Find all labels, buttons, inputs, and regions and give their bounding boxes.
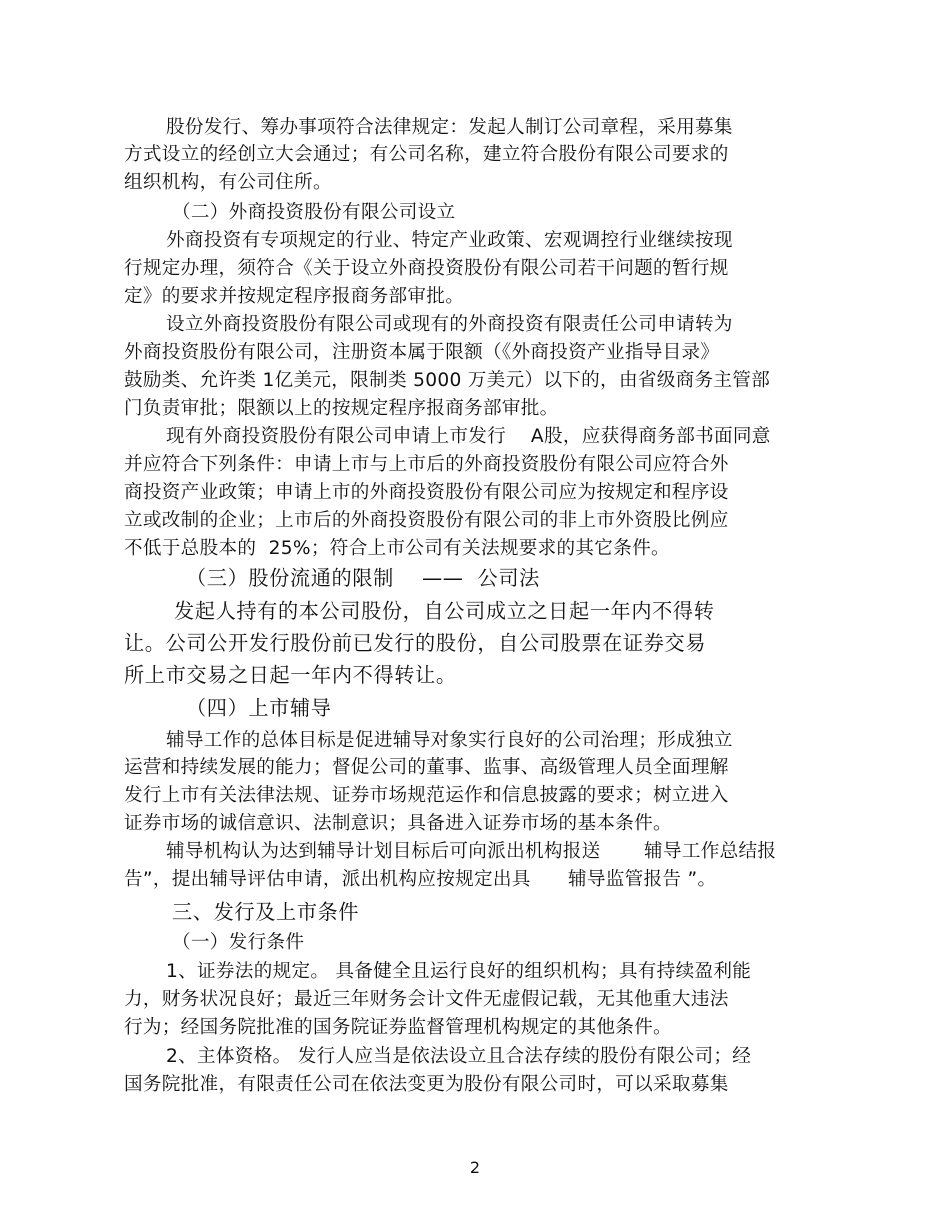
paragraph-line: 2、主体资格。 发行人应当是依法设立且合法存续的股份有限公司；经 bbox=[166, 1046, 752, 1067]
paragraph-line: 方式设立的经创立大会通过；有公司名称，建立符合股份有限公司要求的 bbox=[124, 144, 729, 165]
paragraph-line: 现有外商投资股份有限公司申请上市发行 A股，应获得商务部书面同意 bbox=[166, 426, 771, 447]
paragraph-line: 行规定办理，须符合《关于设立外商投资股份有限公司若干问题的暂行规 bbox=[124, 258, 729, 279]
paragraph-line: 不低于总股本的 25%；符合上市公司有关法规要求的其它条件。 bbox=[124, 538, 670, 559]
section-heading: 三、发行及上市条件 bbox=[172, 900, 360, 924]
section-heading: （三）股份流通的限制 —— 公司法 bbox=[186, 566, 540, 590]
paragraph-line: 发起人持有的本公司股份，自公司成立之日起一年内不得转 bbox=[174, 599, 715, 623]
paragraph-line: 力，财务状况良好；最近三年财务会计文件无虚假记载，无其他重大违法 bbox=[124, 989, 729, 1010]
paragraph-line: 辅导工作的总体目标是促进辅导对象实行良好的公司治理；形成独立 bbox=[166, 730, 733, 751]
paragraph-line: 外商投资股份有限公司，注册资本属于限额（《外商投资产业指导目录》 bbox=[124, 342, 720, 363]
paragraph-line: 设立外商投资股份有限公司或现有的外商投资有限责任公司申请转为 bbox=[166, 314, 733, 335]
paragraph-line: 鼓励类、允许类 1亿美元，限制类 5000 万美元）以下的，由省级商务主管部 bbox=[124, 370, 771, 391]
paragraph-line: 商投资产业政策；申请上市的外商投资股份有限公司应为按规定和程序设 bbox=[124, 482, 729, 503]
paragraph-line: 辅导机构认为达到辅导计划目标后可向派出机构报送 辅导工作总结报 bbox=[166, 841, 777, 862]
paragraph-line: 组织机构，有公司住所。 bbox=[124, 172, 332, 193]
paragraph-line: 所上市交易之日起一年内不得转让。 bbox=[124, 663, 457, 687]
paragraph-line: 并应符合下列条件：申请上市与上市后的外商投资股份有限公司应符合外 bbox=[124, 454, 729, 475]
paragraph-line: 国务院批准，有限责任公司在依法变更为股份有限公司时，可以采取募集 bbox=[124, 1074, 729, 1095]
paragraph-line: 让。公司公开发行股份前已发行的股份，自公司股票在证券交易 bbox=[124, 631, 707, 655]
paragraph-line: 1、证券法的规定。 具备健全且运行良好的组织机构；具有持续盈利能 bbox=[166, 961, 752, 982]
paragraph-line: 告”，提出辅导评估申请，派出机构应按规定出具 辅导监管报告 ”。 bbox=[124, 869, 717, 890]
paragraph-line: 行为；经国务院批准的国务院证券监督管理机构规定的其他条件。 bbox=[124, 1017, 672, 1038]
paragraph-line: 门负责审批；限额以上的按规定程序报商务部审批。 bbox=[124, 398, 559, 419]
paragraph-line: 外商投资有专项规定的行业、特定产业政策、宏观调控行业继续按现 bbox=[166, 230, 733, 251]
paragraph-line: 发行上市有关法律法规、证券市场规范运作和信息披露的要求；树立进入 bbox=[124, 785, 729, 806]
section-heading: （一）发行条件 bbox=[172, 932, 305, 953]
paragraph-line: 运营和持续发展的能力；督促公司的董事、监事、高级管理人员全面理解 bbox=[124, 757, 729, 778]
paragraph-line: 定》的要求并按规定程序报商务部审批。 bbox=[124, 286, 465, 307]
page-number: 2 bbox=[469, 1158, 481, 1177]
paragraph-line: 立或改制的企业；上市后的外商投资股份有限公司的非上市外资股比例应 bbox=[124, 510, 729, 531]
section-heading: （四）上市辅导 bbox=[186, 696, 332, 720]
paragraph-line: 股份发行、筹办事项符合法律规定：发起人制订公司章程，采用募集 bbox=[166, 117, 733, 138]
paragraph-line: 证券市场的诚信意识、法制意识；具备进入证券市场的基本条件。 bbox=[124, 813, 672, 834]
section-heading: （二）外商投资股份有限公司设立 bbox=[172, 202, 456, 223]
